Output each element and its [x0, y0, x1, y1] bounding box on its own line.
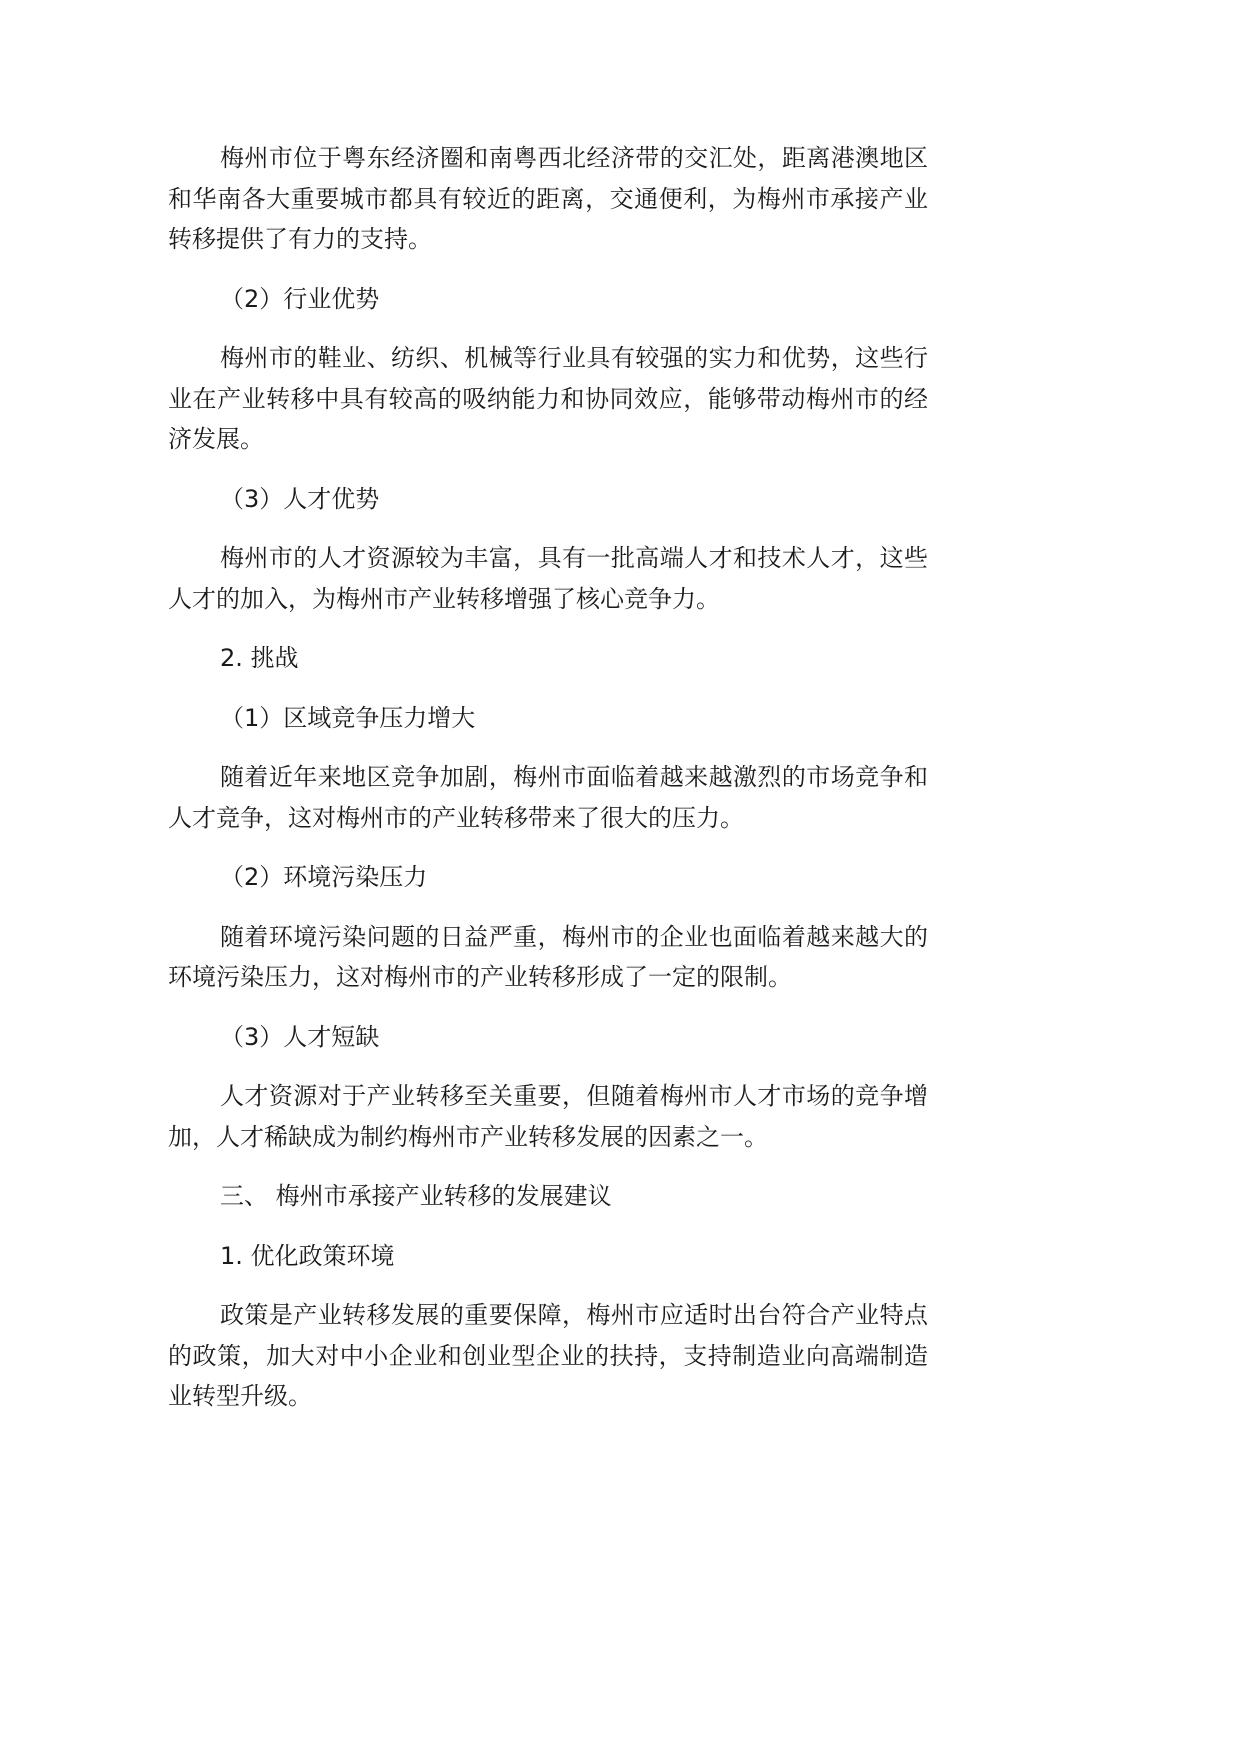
subheading-environment-pressure: （2）环境污染压力 [220, 863, 428, 891]
section-heading-challenges: 2. 挑战 [220, 644, 299, 672]
body-paragraph-competition: 随着近年来地区竞争加剧，梅州市面临着越来越激烈的市场竞争和人才竞争，这对梅州市的产业转移带来了很大的压力。 [168, 763, 928, 832]
subheading-regional-competition: （1）区域竞争压力增大 [220, 703, 476, 732]
subheading-industry-advantage: （2）行业优势 [220, 284, 380, 313]
chapter-heading-suggestions: 三、 梅州市承接产业转移的发展建议 [220, 1182, 612, 1210]
section-heading-policy: 1. 优化政策环境 [220, 1241, 395, 1270]
subheading-talent-shortage: （3）人才短缺 [220, 1022, 380, 1051]
body-paragraph-talent-shortage: 人才资源对于产业转移至关重要，但随着梅州市人才市场的竞争增加，人才稀缺成为制约梅州市产业转移发展的因素之一。 [168, 1082, 928, 1151]
body-paragraph-industry: 梅州市的鞋业、纺织、机械等行业具有较强的实力和优势，这些行业在产业转移中具有较高的吸纳能力和协同效应，能够带动梅州市的经济发展。 [168, 344, 928, 453]
body-paragraph-policy: 政策是产业转移发展的重要保障，梅州市应适时出台符合产业特点的政策，加大对中小企业和创业型企业的扶持，支持制造业向高端制造业转型升级。 [168, 1301, 928, 1410]
document-body [168, 138, 928, 1417]
subheading-talent-advantage: （3）人才优势 [220, 484, 380, 513]
body-paragraph-talent: 梅州市的人才资源较为丰富，具有一批高端人才和技术人才，这些人才的加入，为梅州市产业转移增强了核心竞争力。 [168, 544, 928, 613]
body-paragraph-environment: 随着环境污染问题的日益严重，梅州市的企业也面临着越来越大的环境污染压力，这对梅州市的产业转移形成了一定的限制。 [168, 922, 928, 991]
body-paragraph-location: 梅州市位于粤东经济圈和南粤西北经济带的交汇处，距离港澳地区和华南各大重要城市都具有较近的距离，交通便利，为梅州市承接产业转移提供了有力的支持。 [168, 144, 928, 253]
